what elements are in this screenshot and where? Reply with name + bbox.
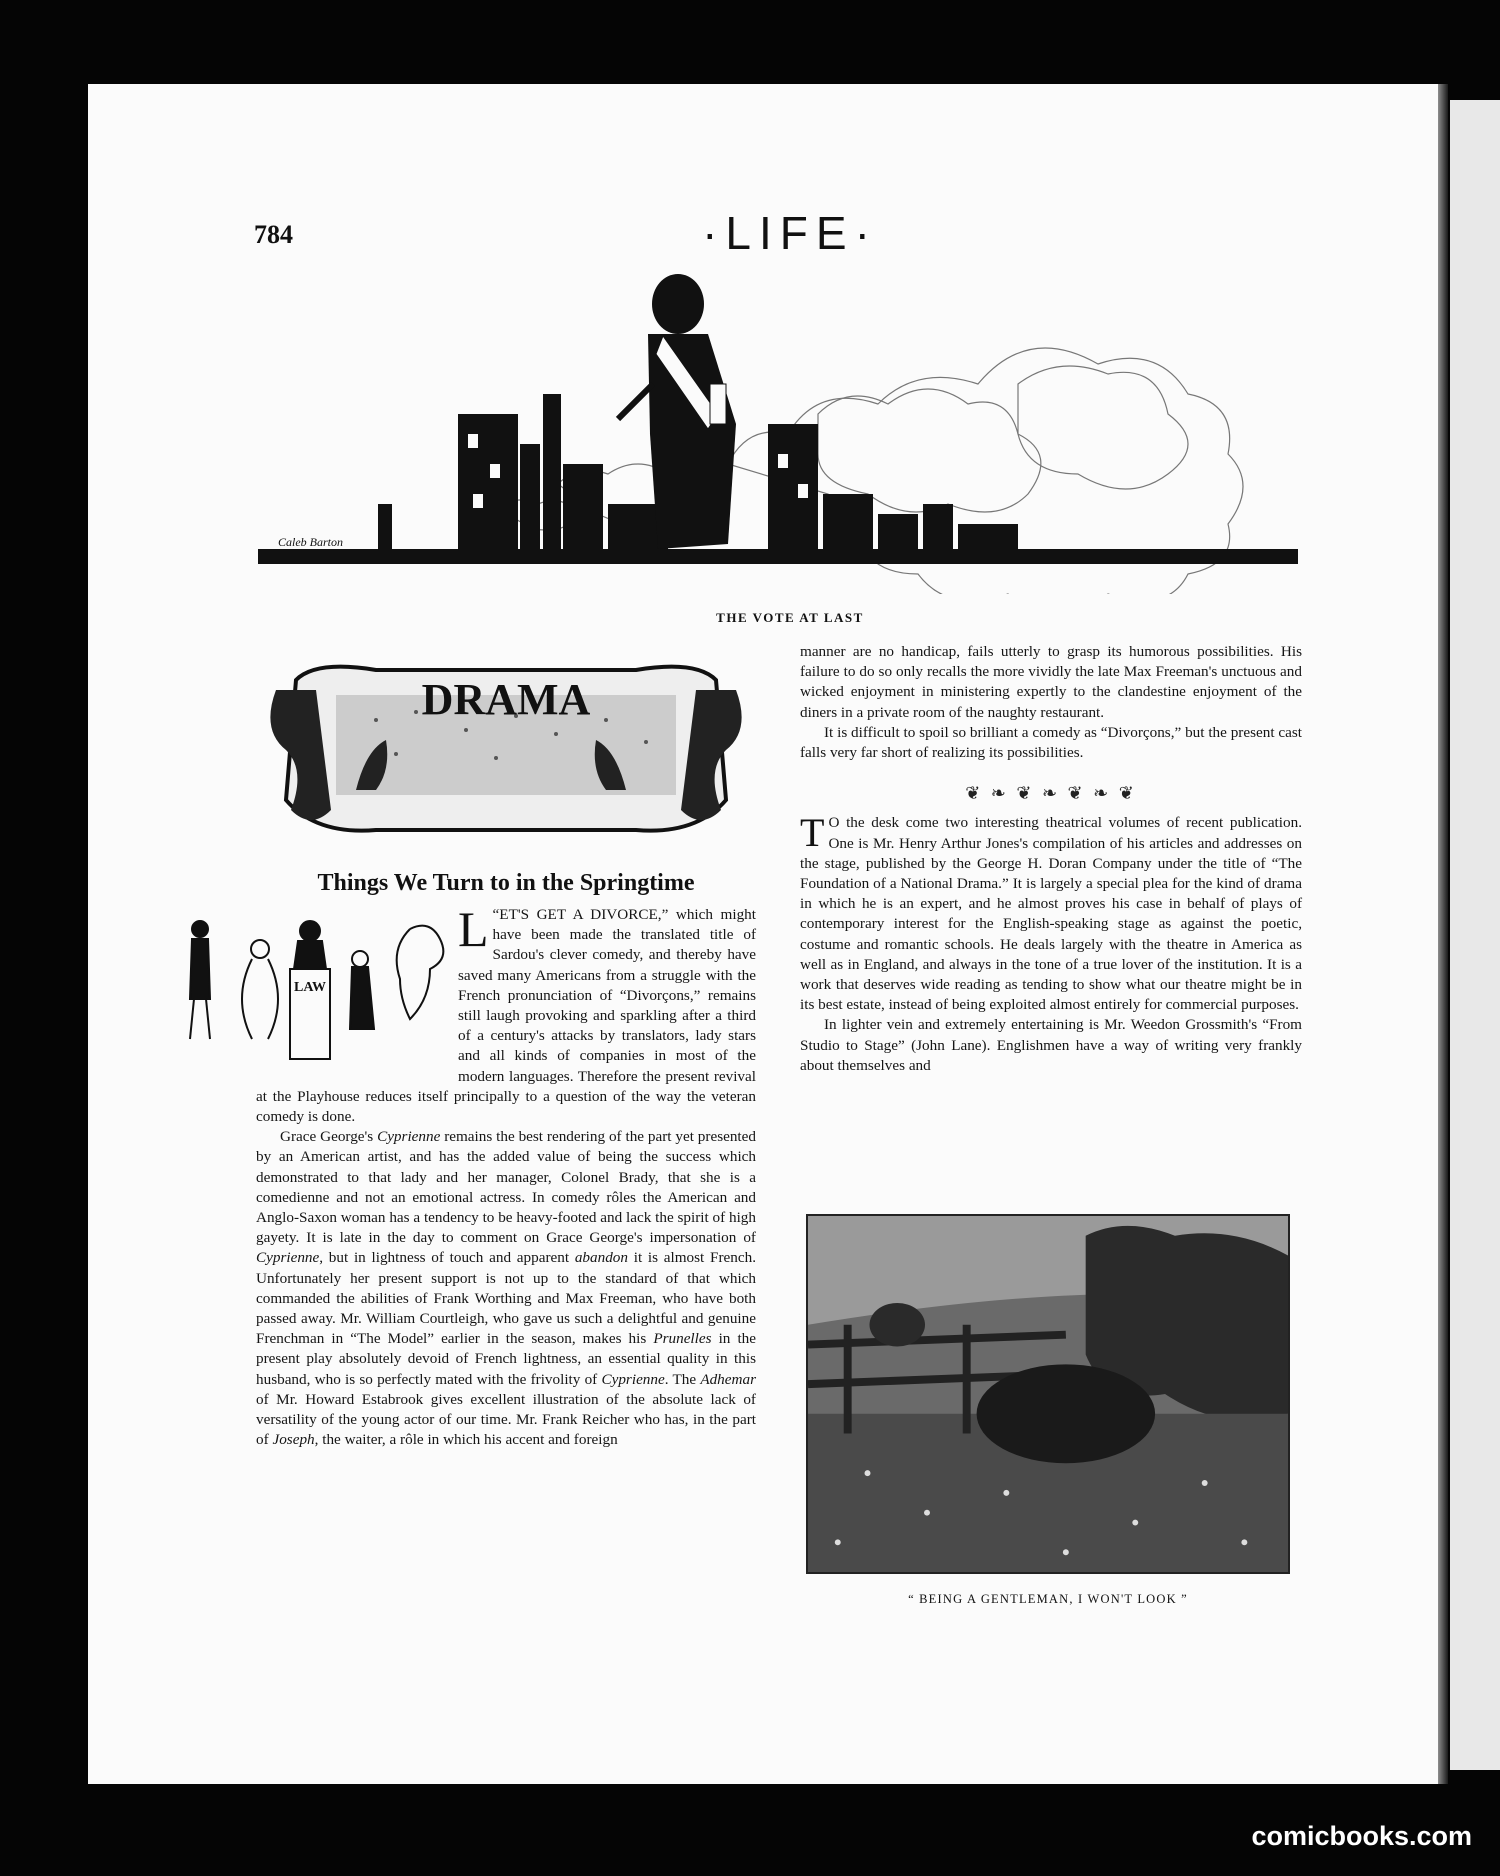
right-paragraph-4: In lighter vein and extremely entertaining is Mr. Weedon Grossmith's “From Studio to Stage” (John Lane). Englishmen have a way of writing very frankly about themselves and bbox=[800, 1016, 1302, 1074]
cartoon-illustration bbox=[258, 264, 1298, 594]
cartoon-drawing bbox=[258, 264, 1298, 594]
law-cartoon bbox=[180, 909, 448, 1069]
artist-signature: Caleb Barton bbox=[278, 535, 343, 549]
section-ornament: ❦ ❧ ❦ ❧ ❦ ❧ ❦ bbox=[965, 783, 1137, 804]
article-headline: Things We Turn to in the Springtime bbox=[317, 870, 695, 896]
fence-illustration bbox=[806, 1214, 1290, 1574]
drop-cap-l: L bbox=[458, 901, 489, 957]
left-column bbox=[256, 650, 756, 1450]
site-watermark: comicbooks.com bbox=[1251, 1821, 1472, 1851]
fence-scene bbox=[808, 1216, 1288, 1572]
drama-article-body bbox=[256, 901, 756, 1450]
illustration-caption: “ BEING A GENTLEMAN, I WON'T LOOK ” bbox=[908, 1592, 1188, 1606]
right-paragraph-1: manner are no handicap, fails utterly to grasp its humorous possibilities. His failure to do so only recalls the more vividly the late Max Freeman's unctuous and wicked enjoyment in ministering expertly to the clandestine enjoyment of the diners in a private room of the naughty restaurant. bbox=[800, 643, 1302, 721]
drama-banner-title: DRAMA bbox=[421, 675, 591, 724]
right-column bbox=[800, 642, 1302, 1076]
ruin-windows bbox=[468, 434, 808, 508]
paragraph-1: “ET'S GET A DIVORCE,” which might have been made the translated title of Sardou's clever comedy, and thereby have saved many Americans from a struggle with the French pronunciation of “Divorçons,” remains still laugh provoking and sparkling after a third of a century's attacks by translators, lady stars and all kinds of companies in most of the modern languages. Therefore the present revival at the Playhouse reduces itself principally to a question of the way the veteran comedy is done. bbox=[256, 906, 756, 1126]
right-paragraph-2: It is difficult to spoil so brilliant a comedy as “Divorçons,” but the present cast falls very far short of realizing its possibilities. bbox=[800, 723, 1302, 762]
page-number: 784 bbox=[254, 220, 293, 249]
ruined-buildings bbox=[258, 394, 1298, 564]
right-paragraph-3: O the desk come two interesting theatrical volumes of recent publication. One is Mr. Henry Arthur Jones's compilation of his articles and addresses on the stage, published by the George H. Doran Company under the title of “The Foundation of a National Drama.” It is largely a special plea for the kind of drama in which he is an expert, and he almost proves his case in behalf of plays of contemporary interest for the English-speaking stage as against the poetic, costume and romantic schools. He deals largely with the theatre in America as well as in England, and always in the tone of a true lover of the institution. It is a work that deserves wide reading as tending to show what our theatre might be in its best estate, instead of being exploited almost entirely for commercial purposes. bbox=[800, 814, 1302, 1014]
adjacent-page-edge bbox=[1450, 100, 1500, 1770]
paragraph-2: Grace George's Cyprienne remains the best rendering of the part yet presented by an American artist, and has the added value of being the success which demonstrated to that lady and her manager, Colonel Brady, that she is a comedienne and not an emotional actress. In comedy rôles the American and Anglo-Saxon woman has a tendency to be heavy-footed and lack the spirit of high gayety. It is late in the day to comment on Grace George's impersonation of Cyprienne, but in lightness of touch and apparent abandon it is almost French. Unfortunately her present support is not up to the standard of that which commanded the abilities of Frank Worthing and Max Freeman, who have both passed away. Mr. William Courtleigh, who gave us such a delightful and genuine Frenchman in “The Model” earlier in the season, makes his Prunelles in the present play absolutely devoid of French lightness, an essential quality in this husband, who is so perfectly mated with the frivolity of Cyprienne. The Adhemar of Mr. Howard Estabrook gives excellent illustration of the absolute lack of versatility of the young actor of our time. Mr. Frank Reicher who has, in the part of Joseph, the waiter, a rôle in which his accent and foreign bbox=[256, 1128, 756, 1449]
drop-cap-t: T bbox=[800, 810, 825, 856]
law-sign-text: LAW bbox=[294, 980, 326, 995]
masthead-title: ·LIFE· bbox=[702, 207, 878, 259]
drama-banner bbox=[256, 650, 756, 850]
cartoon-caption: THE VOTE AT LAST bbox=[716, 610, 864, 625]
